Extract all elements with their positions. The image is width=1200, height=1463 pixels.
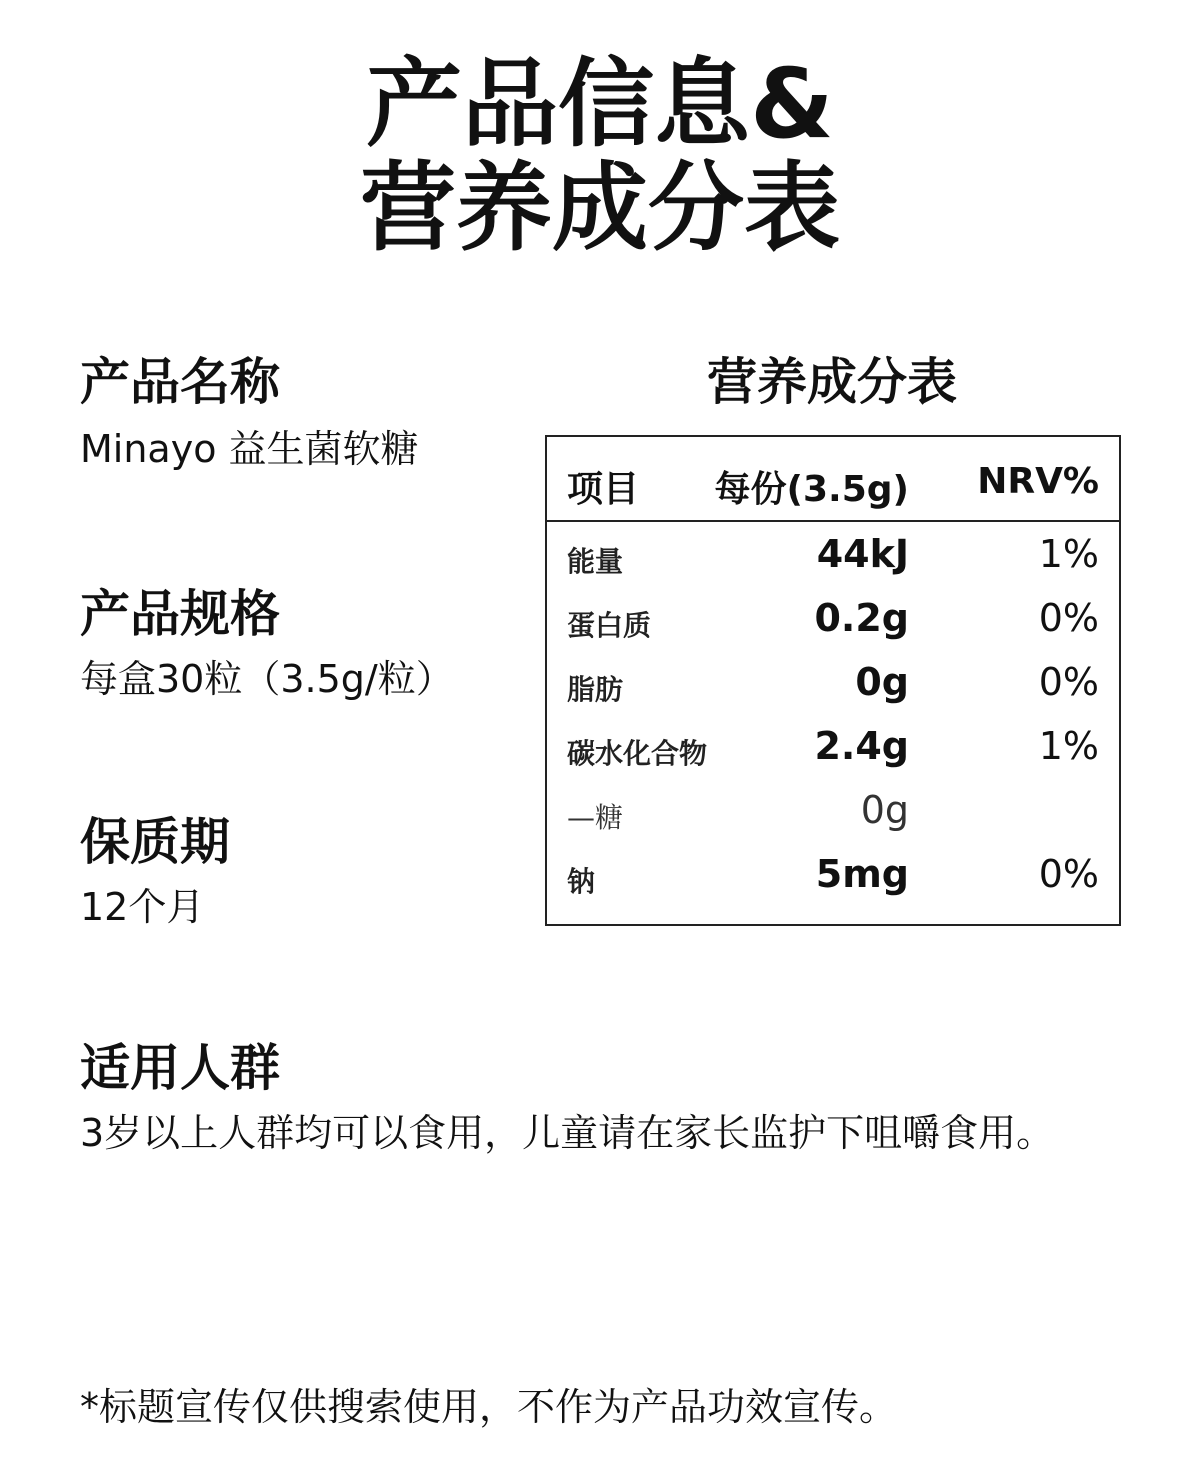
row-item-carbohydrate: 碳水化合物 [567,737,708,770]
row-item-protein: 蛋白质 [567,609,652,642]
nutrition-table-header [547,437,1119,522]
row-amount-carbohydrate: 2.4g [814,724,909,768]
row-amount-protein: 0.2g [814,596,909,640]
shelf-life-label: 保质期 [80,813,230,871]
row-amount-energy: 44kJ [816,532,909,576]
shelf-life-value: 12个月 [80,885,205,929]
page-title-line-1: 产品信息& [366,48,834,160]
table-row [547,780,1119,844]
target-audience-value: 3岁以上人群均可以食用，儿童请在家长监护下咀嚼食用。 [80,1111,1055,1155]
product-spec-value: 每盒30粒（3.5g/粒） [80,657,454,701]
table-row [547,524,1119,588]
footnote: *标题宣传仅供搜索使用，不作为产品功效宣传。 [80,1385,898,1429]
product-name-value: Minayo 益生菌软糖 [80,427,419,471]
row-amount-sugar: 0g [860,788,909,832]
row-item-sugar: —糖 [567,801,624,834]
row-amount-sodium: 5mg [815,852,909,896]
page-title-line-2: 营养成分表 [360,152,840,264]
row-nrv-protein: 0% [1038,596,1099,640]
page-title [0,48,1200,264]
row-nrv-carbohydrate: 1% [1038,724,1099,768]
target-audience-label: 适用人群 [80,1039,280,1097]
table-row [547,588,1119,652]
row-item-sodium: 钠 [567,865,596,898]
product-spec-label: 产品规格 [80,585,280,643]
row-amount-fat: 0g [855,660,909,704]
row-nrv-energy: 1% [1038,532,1099,576]
row-nrv-sodium: 0% [1038,852,1099,896]
header-per-serving: 每份(3.5g) [714,469,909,510]
header-nrv: NRV% [977,461,1099,502]
header-item: 项目 [567,469,640,510]
row-nrv-fat: 0% [1038,660,1099,704]
row-item-fat: 脂肪 [567,673,624,706]
table-row [547,716,1119,780]
table-row [547,844,1119,908]
table-row [547,652,1119,716]
nutrition-table [545,435,1121,926]
nutrition-table-title: 营养成分表 [707,353,957,411]
row-item-energy: 能量 [567,545,624,578]
product-name-label: 产品名称 [80,353,280,411]
